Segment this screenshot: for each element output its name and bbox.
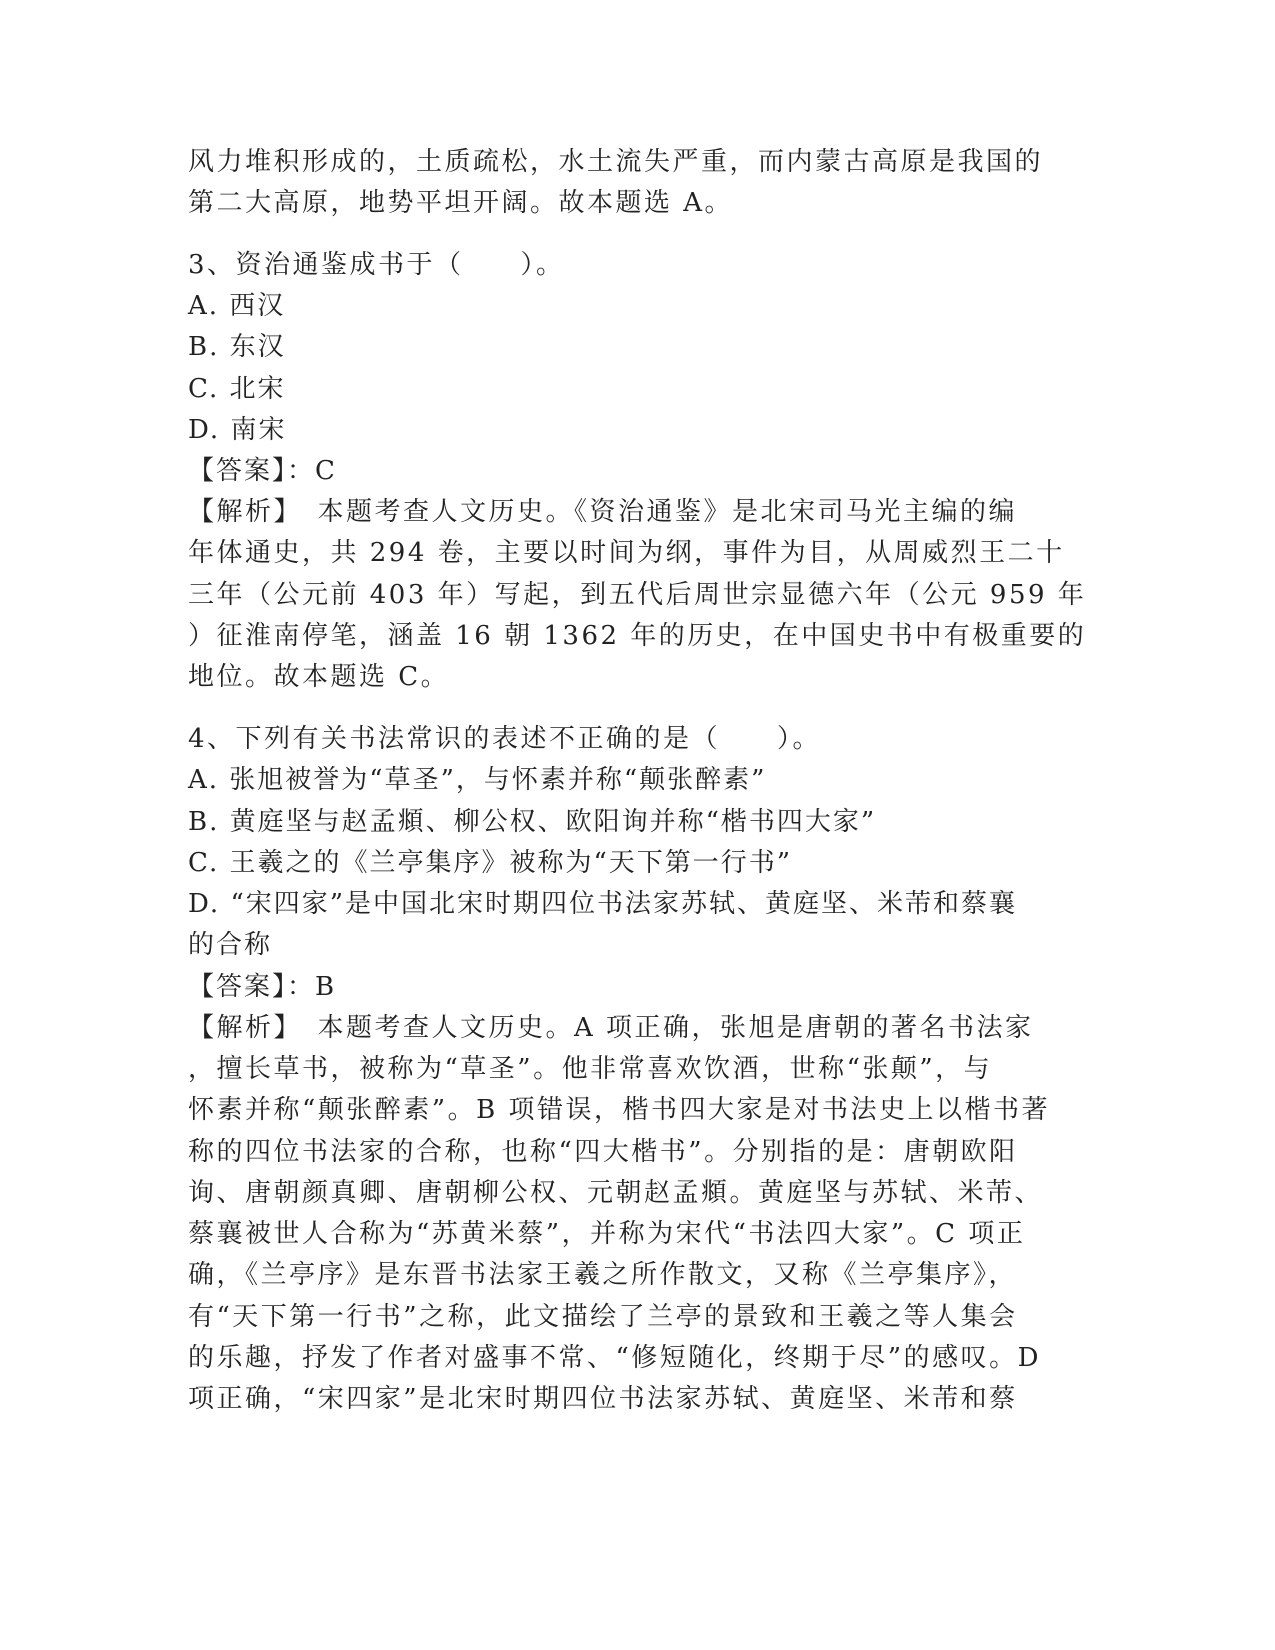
intro-line: 风力堆积形成的，土质疏松，水土流失严重，而内蒙古高原是我国的 [188,147,1044,177]
intro-line: 第二大高原，地势平坦开阔。故本题选 A。 [188,188,734,218]
q4-analysis-line: 确，《兰亭序》是东晋书法家王羲之所作散文，又称《兰亭集序》， [188,1260,1018,1290]
q4-analysis-line: 【解析】 本题考查人文历史。A 项正确，张旭是唐朝的著名书法家 [188,1013,1034,1043]
q4-option-c: C. 王羲之的《兰亭集序》被称为“天下第一行书” [188,848,793,878]
q4-option-a: A. 张旭被誉为“草圣”，与怀素并称“颠张醉素” [188,765,767,795]
q4-analysis-line: 怀素并称“颠张醉素”。B 项错误，楷书四大家是对书法史上以楷书著 [188,1095,1050,1125]
q4-analysis-line: 有“天下第一行书”之称，此文描绘了兰亭的景致和王羲之等人集会 [188,1302,1018,1332]
q3-analysis-line: 地位。故本题选 C。 [188,662,450,692]
q4-analysis-line: 项正确，“宋四家”是北宋时期四位书法家苏轼、黄庭坚、米芾和蔡 [188,1384,1018,1414]
q3-answer: 【答案】：C [188,456,337,486]
q3-option-b: B. 东汉 [188,332,286,362]
q4-analysis-line: 称的四位书法家的合称，也称“四大楷书”。分别指的是：唐朝欧阳 [188,1137,1018,1167]
q3-option-c: C. 北宋 [188,374,286,404]
q4-analysis-line: 询、唐朝颜真卿、唐朝柳公权、元朝赵孟頫。黄庭坚与苏轼、米芾、 [188,1178,1044,1208]
q3-analysis-line: ）征淮南停笔，涵盖 16 朝 1362 年的历史，在中国史书中有极重要的 [188,621,1087,651]
q3-option-d: D. 南宋 [188,415,287,445]
q3-analysis-line: 【解析】 本题考查人文历史。《资治通鉴》是北宋司马光主编的编 [188,497,1018,527]
q4-analysis-line: ，擅长草书，被称为“草圣”。他非常喜欢饮酒，世称“张颠”，与 [188,1054,993,1084]
q3-analysis-line: 三年（公元前 403 年）写起，到五代后周世宗显德六年（公元 959 年 [188,580,1087,610]
q3-analysis-line: 年体通史，共 294 卷，主要以时间为纲，事件为目，从周威烈王二十 [188,538,1065,568]
q4-analysis-line: 的乐趣，抒发了作者对盛事不常、“修短随化，终期于尽”的感叹。D [188,1343,1041,1373]
q3-option-a: A. 西汉 [188,291,286,321]
q4-analysis-line: 蔡襄被世人合称为“苏黄米蔡”，并称为宋代“书法四大家”。C 项正 [188,1219,1026,1249]
question-4-stem: 4、下列有关书法常识的表述不正确的是（ ）。 [188,724,822,754]
q4-option-d: D. “宋四家”是中国北宋时期四位书法家苏轼、黄庭坚、米芾和蔡襄 [188,889,1018,919]
q4-option-b: B. 黄庭坚与赵孟頫、柳公权、欧阳询并称“楷书四大家” [188,807,877,837]
q4-answer: 【答案】：B [188,972,337,1002]
q4-option-d-cont: 的合称 [188,930,273,960]
question-3-stem: 3、资治通鉴成书于（ ）。 [188,250,565,280]
